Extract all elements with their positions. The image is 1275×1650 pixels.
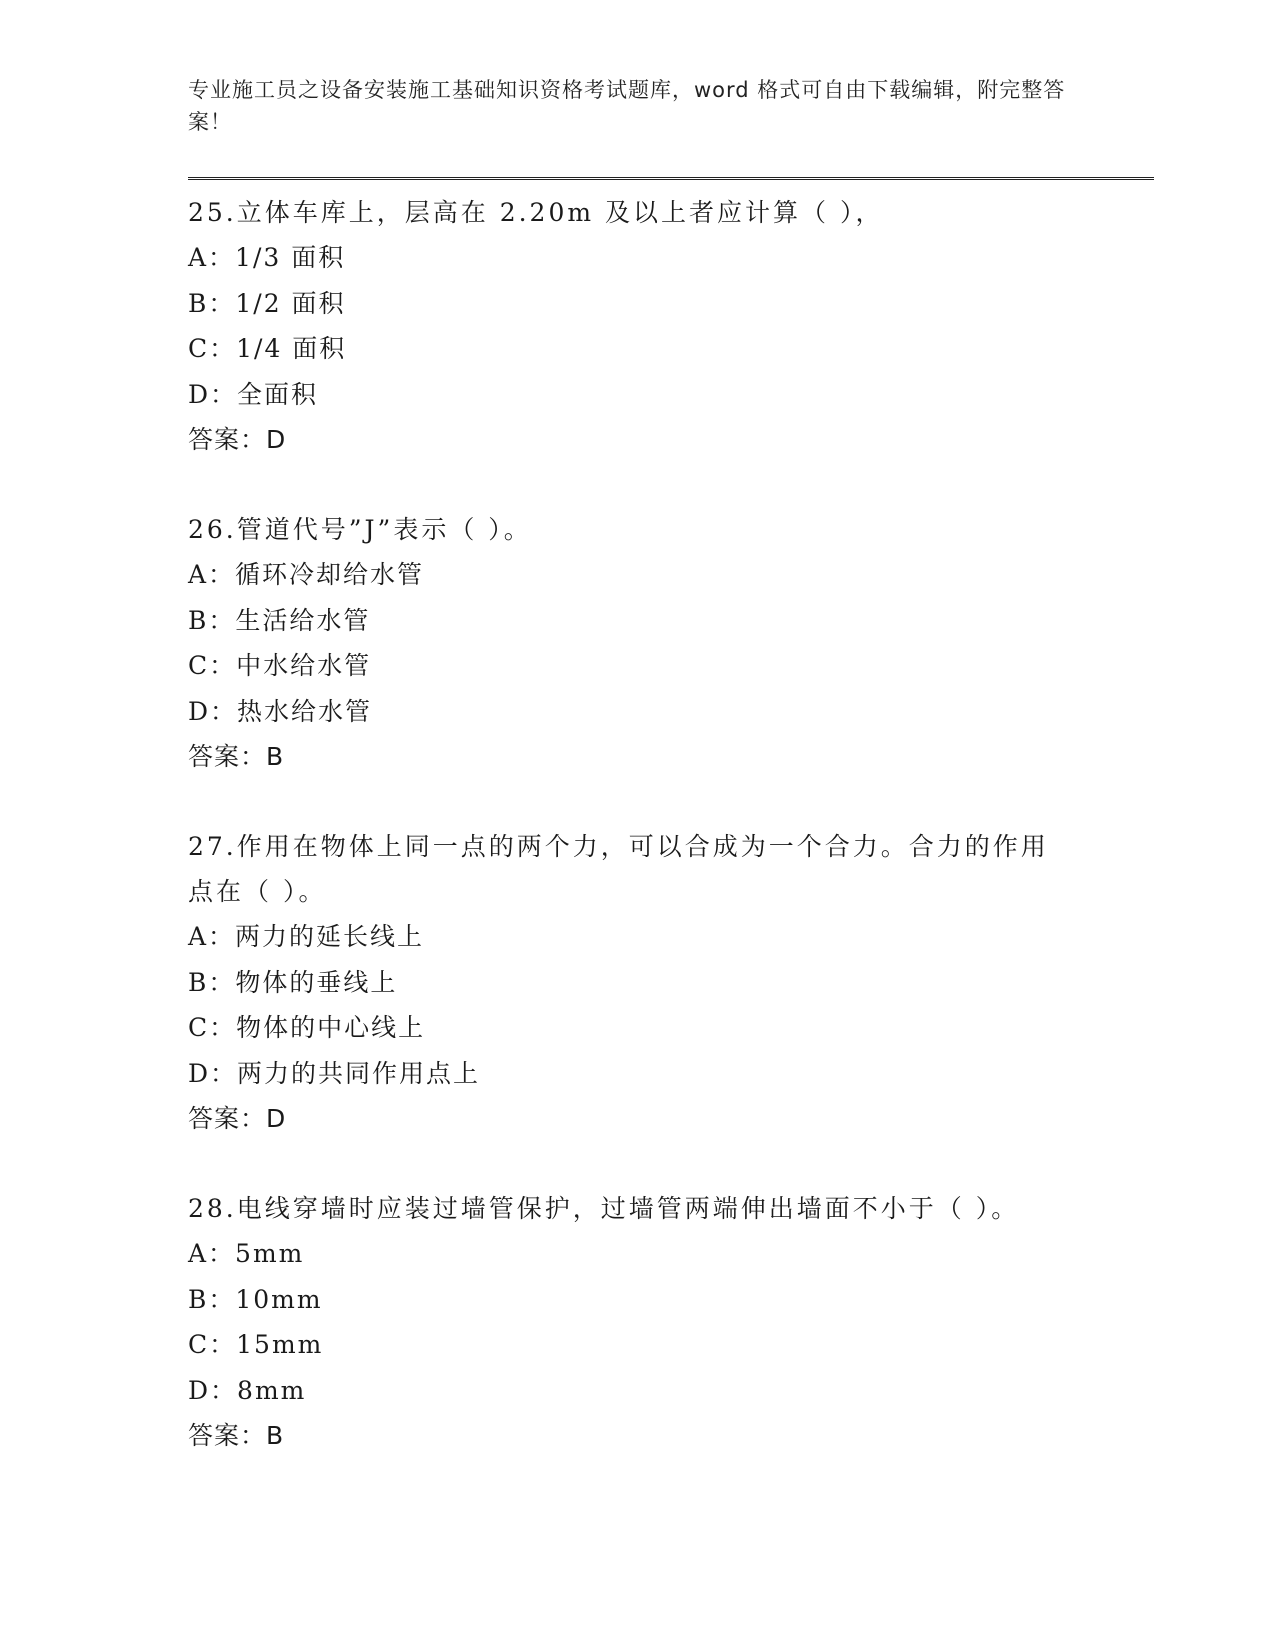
- answer-line: 答案：B: [188, 1421, 285, 1450]
- question-stem: 28.电线穿墙时应装过墙管保护，过墙管两端伸出墙面不小于（ ）。: [188, 1194, 1020, 1223]
- answer-line: 答案：D: [188, 1104, 287, 1133]
- question-gap: [188, 779, 1154, 824]
- question-gap: [188, 1141, 1154, 1186]
- option-a: A：循环冷却给水管: [188, 560, 425, 589]
- option-c: C：1/4 面积: [188, 334, 347, 363]
- question-stem: 26.管道代号”J”表示（ ）。: [188, 515, 532, 544]
- option-a: A：两力的延长线上: [188, 922, 425, 951]
- question-stem: 25.立体车库上，层高在 2.20m 及以上者应计算（ ），: [188, 198, 884, 227]
- option-a: A：5mm: [188, 1239, 305, 1268]
- question-26: [188, 507, 1154, 779]
- option-d: D：热水给水管: [188, 696, 373, 726]
- question-25: [188, 190, 1154, 462]
- option-d: D：两力的共同作用点上: [188, 1058, 481, 1088]
- option-c: C：物体的中心线上: [188, 1013, 426, 1042]
- option-b: B：1/2 面积: [188, 288, 346, 318]
- option-b: B：生活给水管: [188, 605, 371, 635]
- question-gap: [188, 462, 1154, 507]
- answer-line: 答案：D: [188, 425, 287, 454]
- option-b: B：10mm: [188, 1284, 323, 1314]
- question-28: [188, 1186, 1154, 1458]
- option-c: C：15mm: [188, 1330, 324, 1359]
- question-27: [188, 824, 1154, 1141]
- header-divider: [188, 177, 1154, 180]
- option-c: C：中水给水管: [188, 651, 372, 680]
- option-d: D：8mm: [188, 1375, 307, 1405]
- option-b: B：物体的垂线上: [188, 967, 398, 997]
- option-a: A：1/3 面积: [188, 243, 346, 272]
- question-stem: 27.作用在物体上同一点的两个力，可以合成为一个合力。合力的作用点在（ ）。: [188, 832, 1049, 906]
- question-list: [188, 190, 1154, 1458]
- document-header: 专业施工员之设备安装施工基础知识资格考试题库，word 格式可自由下载编辑，附完整答案！: [188, 78, 1066, 134]
- answer-line: 答案：B: [188, 742, 285, 771]
- option-d: D：全面积: [188, 379, 319, 409]
